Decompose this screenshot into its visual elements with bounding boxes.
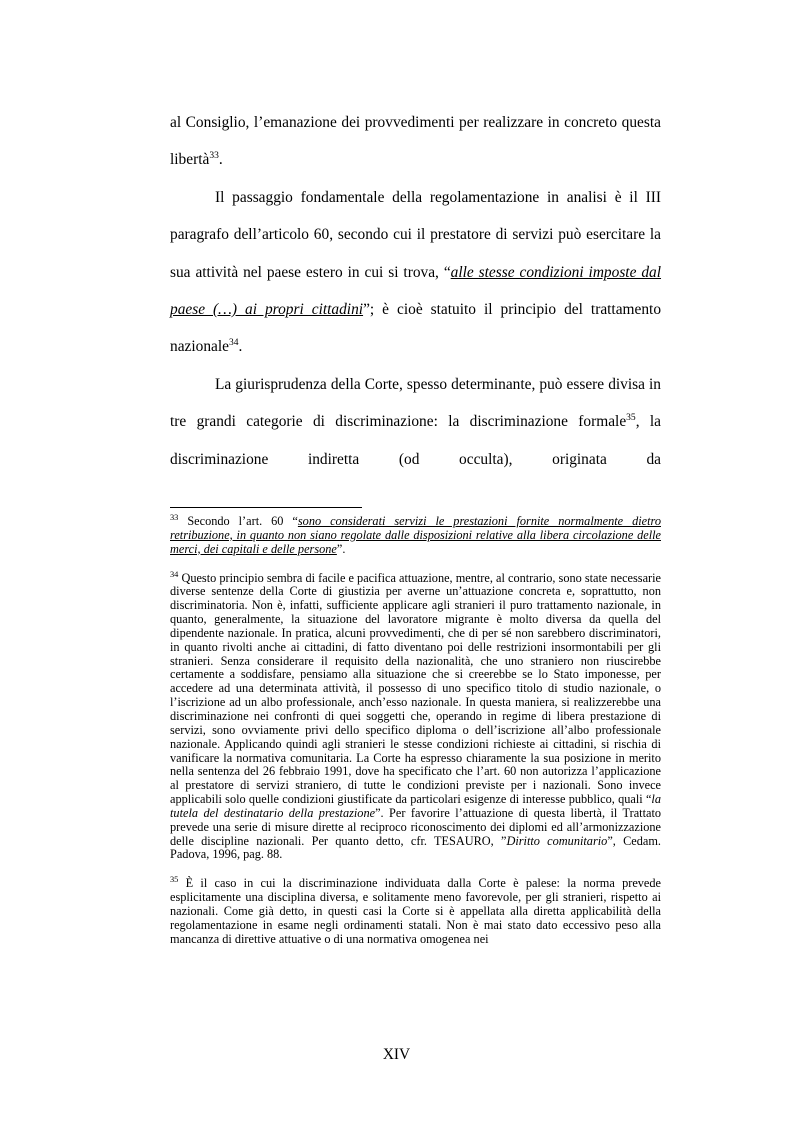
paragraph-3: La giurisprudenza della Corte, spesso determinante, può essere divisa in tre grandi categorie di discriminazione: la discriminazione formale$^{35}$, la discriminazione indiretta (od occulta), originata da: [170, 375, 661, 468]
paragraph-2: Il passaggio fondamentale della regolamentazione in analisi è il III paragrafo dell’articolo 60, secondo cui il prestatore di servizi può esercitare la sua attività nel paese estero in cui si trova, “alle stesse condizioni imposte dal paese (…) ai propri cittadini”; è cioè statuito il principio del trattamento nazionale$^{34}$.: [170, 188, 662, 356]
page-number: XIV: [382, 1046, 411, 1063]
footnote-quote: la tutela del destinatario della prestazione: [170, 792, 661, 820]
footnote-ref-34: 34: [228, 337, 239, 349]
footnote-quote: sono considerati servizi le prestazioni fornite normalmente dietro retribuzione, in quanto non siano regolate dalle disposizioni relative alla libera circolazione delle merci, dei capitali e delle persone: [170, 514, 661, 556]
footnotes: [170, 512, 662, 946]
footnote-34: $^{34}$ Questo principio sembra di facile e pacifica attuazione, mentre, al contrario, sono state necessarie diverse sentenze della Corte di giustizia per averne un’attuazione concreta e, soprattutto, non discriminatoria. Non è, infatti, sufficiente applicare agli stranieri il puro trattamento nazionale, in quanto, generalmente, la situazione del lavoratore migrante è molto diversa da quella del dipendente nazionale. In pratica, alcuni provvedimenti, che di per sé non sarebbero discriminatori, in quanto rivolti anche ai cittadini, di fatto diventano poi delle restrizioni insormontabili per gli stranieri. Senza considerare il requisito della nazionalità, che uno straniero non riuscirebbe certamente a soddisfare, pensiamo alla situazione che si creerebbe se lo Stato imponesse, per accedere ad una determinata attività, il possesso di uno specifico titolo di studio nazionale, o l’iscrizione ad un albo professionale, anch’esso nazionale. In questa maniera, si realizzerebbe una discriminazione nei confronti di quei soggetti che, operando in regime di libera prestazione di servizi, sono ovviamente privi dello specifico diploma o dell’iscrizione all’albo professionale nazionale. Applicando quindi agli stranieri le stesse condizioni richieste ai cittadini, si rischia di vanificare la normativa comunitaria. La Corte ha espresso chiaramente la sua posizione in merito nella sentenza del 26 febbraio 1991, dove ha specificato che l’art. 60 non autorizza l’applicazione al prestatore di servizi straniero, di tutte le condizioni previste per i nazionali. Sono invece applicabili solo quelle condizioni giustificate da particolari esigenze di interesse pubblico, quali “la tutela del destinatario della prestazione”. Per favorire l’attuazione di questa libertà, il Trattato prevede una serie di misure dirette al reciproco riconoscimento dei diplomi ed all’armonizzazione delle discipline nazionali. Per quanto detto, cfr. TESAURO, ”Diritto comunitario”, Cedam. Padova, 1996, pag. 88.: [170, 569, 662, 862]
footnote-33: $^{33}$ Secondo l’art. 60 “sono considerati servizi le prestazioni fornite normalmente dietro retribuzione, in quanto non siano regolate dalle disposizioni relative alla libera circolazione delle merci, dei capitali e delle persone”.: [170, 512, 661, 556]
footnote-35: $^{35}$ È il caso in cui la discriminazione individuata dalla Corte è palese: la norma prevede esplicitamente una disciplina diversa, e solitamente meno favorevole, per gli stranieri, rispetto ai nazionali. Come già detto, in questi casi la Corte si è appellata alla diretta applicabilità della regolamentazione in esame negli ordinamenti statali. Non è mai stato dato eccessivo peso alla mancanza di direttive attuative o di una normativa omogenea nei: [170, 875, 661, 946]
book-title: Diritto comunitario: [506, 833, 608, 848]
footnote-ref-33: 33: [209, 150, 219, 162]
quote-article-60: alle stesse condizioni imposte dal paese (…) ai propri cittadini: [170, 263, 662, 319]
footnote-separator: [170, 507, 362, 508]
paragraph-1: al Consiglio, l’emanazione dei provvedimenti per realizzare in concreto questa libertà$^{33}$.: [170, 114, 661, 169]
footnote-number: 33: [170, 512, 179, 522]
footnote-number: 34: [170, 569, 179, 579]
footnote-ref-35: 35: [626, 412, 636, 424]
footnote-number: 35: [170, 875, 179, 885]
main-text: [170, 104, 661, 478]
